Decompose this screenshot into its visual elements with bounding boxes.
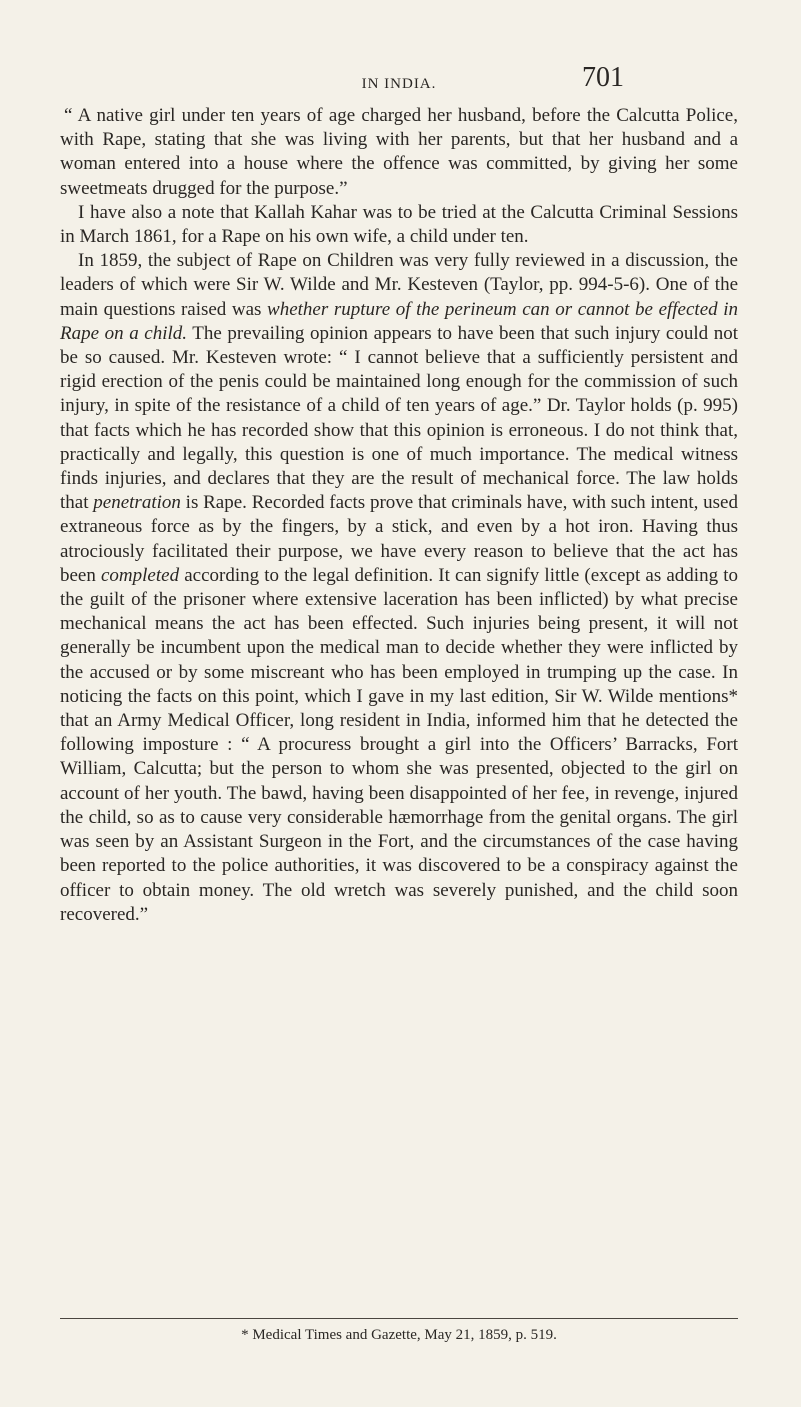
paragraph-rape-discussion [60, 249, 738, 927]
italic-run: whether rupture of the perineum can or cannot be effected in Rape on a child. [60, 298, 739, 344]
body-text [60, 104, 738, 927]
text-run: is Rape. Recorded facts prove that criminals have, with such intent, used extraneous force as by the fingers, by a stick, and even by a hot iron. Having thus atrociously facilitated their purpose, we have every reason to believe that the act has been [60, 492, 738, 586]
text-run: The prevailing opinion appears to have been that such injury could not be so caused. Mr. Kesteven wrote: “ I cannot believe that a sufficiently persistent and rigid erection of the penis could be maintained long enough for the commission of such injury, in spite of the resistance of a child of ten years of age.” Dr. Taylor holds (p. 995) that facts which he has recorded show that this opinion is erroneous. I do not think that, practically and legally, this question is one of much importance. The medical witness finds injuries, and declares that they are the result of mechanical force. The law holds that [60, 322, 739, 514]
footnote: * Medical Times and Gazette, May 21, 1859, p. 519. [241, 1327, 557, 1343]
page-header [60, 62, 738, 102]
running-head: IN INDIA. [361, 76, 437, 92]
paragraph-kallah-kahar: I have also a note that Kallah Kahar was to be tried at the Calcutta Criminal Sessions in March 1861, for a Rape on his own wife, a child under ten. [60, 201, 738, 248]
paragraph-quote: “ A native girl under ten years of age charged her husband, before the Calcutta Police, with Rape, stating that she was living with her parents, but that her husband and a woman entered into a house where the offence was committed, by giving her some sweetmeats drugged for the purpose.” [60, 105, 738, 199]
page-number: 701 [582, 62, 624, 93]
footnote-rule [60, 1318, 738, 1319]
text-run: according to the legal definition. It can signify little (except as adding to the guilt of the prisoner where extensive laceration has been inflicted) by what precise mechanical means the act has been effected. Such injuries being present, it will not generally be incumbent upon the medical man to decide whether they were inflicted by the accused or by some miscreant who has been employed in trumping up the case. In noticing the facts on this point, which I gave in my last edition, Sir W. Wilde mentions* that an Army Medical Officer, long resident in India, informed him that he detected the following imposture : “ A procuress brought a girl into the Officers’ Barracks, Fort William, Calcutta; but the person to whom she was presented, objected to the girl on account of her youth. The bawd, having been disappointed of her fee, in revenge, injured the child, so as to cause very considerable hæmorrhage from the genital organs. The girl was seen by an Assistant Surgeon in the Fort, and the circumstances of the case having been reported to the police authorities, it was discovered to be a conspiracy against the officer to obtain money. The old wretch was severely punished, and the child soon recovered.” [60, 564, 738, 925]
italic-run: completed [101, 564, 180, 586]
italic-run: penetration [93, 492, 181, 514]
text-run: In 1859, the subject of Rape on Children was very fully reviewed in a discussion, the leaders of which were Sir W. Wilde and Mr. Kesteven (Taylor, pp. 994-5-6). One of the main questions raised was [60, 250, 738, 320]
